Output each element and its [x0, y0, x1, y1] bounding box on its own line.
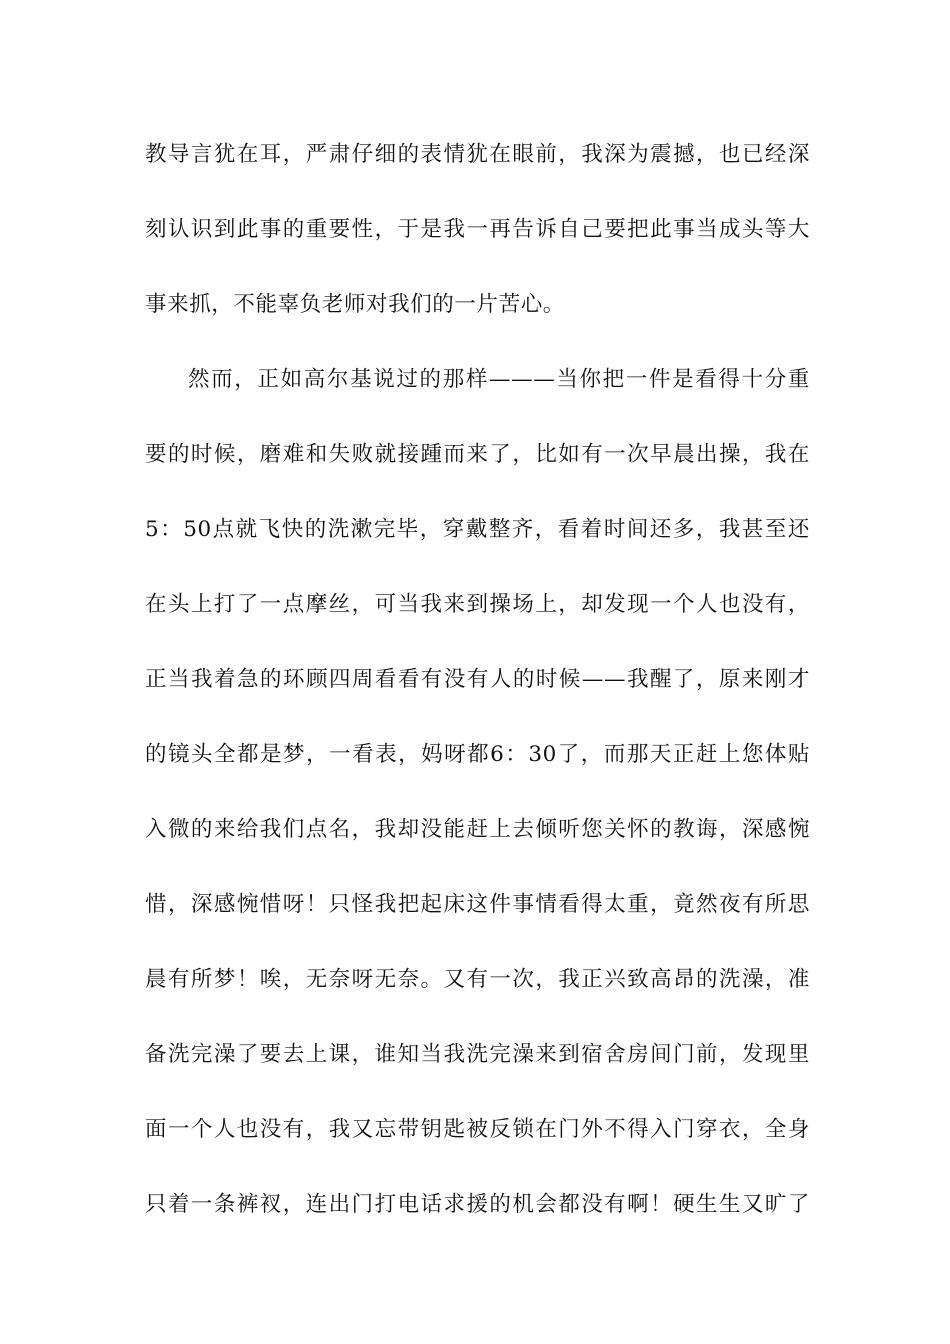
- text-line: 晨有所梦！唉，无奈呀无奈。又有一次，我正兴致高昂的洗澡，准: [145, 967, 810, 992]
- text-line: 面一个人也没有，我又忘带钥匙被反锁在门外不得入门穿衣，全身: [145, 1117, 810, 1142]
- text-line: 刻认识到此事的重要性，于是我一再告诉自己要把此事当成头等大: [145, 217, 810, 242]
- text-line: 的镜头全都是梦，一看表，妈呀都6：30了，而那天正赶上您体贴: [145, 742, 810, 767]
- text-line: 教导言犹在耳，严肃仔细的表情犹在眼前，我深为震撼，也已经深: [145, 142, 810, 167]
- text-line: 只着一条裤衩，连出门打电话求援的机会都没有啊！硬生生又旷了: [145, 1192, 810, 1217]
- text-line: 惜，深感惋惜呀！只怪我把起床这件事情看得太重，竟然夜有所思: [145, 892, 810, 917]
- text-line: 事来抓，不能辜负老师对我们的一片苦心。: [145, 292, 565, 317]
- text-line: 5：50点就飞快的洗漱完毕，穿戴整齐，看着时间还多，我甚至还: [145, 517, 810, 542]
- text-line: 要的时候，磨难和失败就接踵而来了，比如有一次早晨出操，我在: [145, 442, 810, 467]
- text-line: 入微的来给我们点名，我却没能赶上去倾听您关怀的教诲，深感惋: [145, 817, 810, 842]
- paragraph-first-line: 然而，正如高尔基说过的那样———当你把一件是看得十分重: [188, 367, 810, 392]
- body-text: [145, 130, 810, 1255]
- text-line: 正当我着急的环顾四周看看有没有人的时候——我醒了，原来刚才: [145, 667, 810, 692]
- text-line: 在头上打了一点摩丝，可当我来到操场上，却发现一个人也没有，: [145, 592, 810, 617]
- text-line: 备洗完澡了要去上课，谁知当我洗完澡来到宿舍房间门前，发现里: [145, 1042, 810, 1067]
